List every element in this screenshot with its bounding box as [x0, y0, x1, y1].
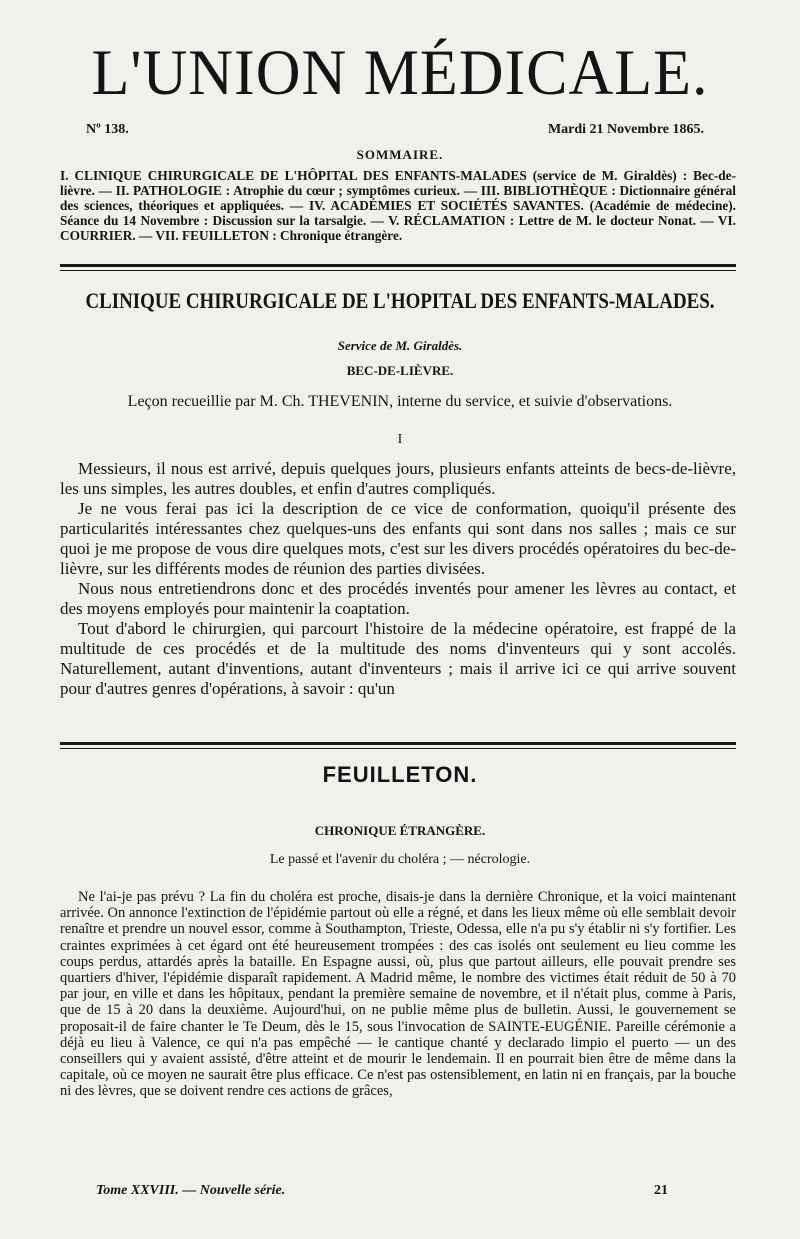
clinic-service: Service de M. Giraldès.: [337, 338, 463, 353]
clinic-roman-numeral: I: [397, 432, 403, 447]
feuilleton-body: [60, 889, 736, 1100]
feuilleton-subject: Le passé et l'avenir du choléra ; — nécrologie.: [269, 852, 531, 867]
clinic-body: [60, 459, 736, 699]
clinic-paragraph-3: Nous nous entretiendrons donc et des procédés inventés pour amener les lèvres au contact, et des moyens employés pour maintenir la coaptation.: [60, 579, 736, 618]
feuilleton-title: FEUILLETON.: [322, 762, 478, 787]
footer-page-number: 21: [654, 1183, 668, 1198]
clinic-title: CLINIQUE CHIRURGICALE DE L'HOPITAL DES ENFANTS-MALADES.: [85, 288, 715, 313]
clinic-byline: Leçon recueillie par M. Ch. THEVENIN, interne du service, et suivie d'observations.: [127, 393, 673, 410]
rule-mid-thin: [60, 748, 736, 749]
clinic-subject: BEC-DE-LIÈVRE.: [346, 363, 454, 378]
issue-date: Mardi 21 Novembre 1865.: [547, 122, 704, 137]
summary-heading: SOMMAIRE.: [356, 147, 444, 162]
clinic-paragraph-2: Je ne vous ferai pas ici la description de ce vice de conformation, quoiqu'il présente des particularités intéressantes chez quelques-uns des enfants qui sont dans nos salles ; mais ce sur quoi je me propose de vous dire quelques mots, c'est sur les divers procédés opératoires du bec-de-lièvre, sur les différents modes de réunion des parties divisées.: [60, 499, 736, 578]
page-footer: [96, 1183, 668, 1199]
feuilleton-paragraph: Ne l'ai-je pas prévu ? La fin du choléra est proche, disais-je dans la dernière Chronique, et la voici maintenant arrivée. On annonce l'extinction de l'épidémie partout où elle a régné, et dans les lieux même où elle semblait devoir renaître et prendre un nouvel essor, comme à Southampton, Trieste, Odessa, elle n'a pu s'y établir ni s'y fortifier. Les craintes exprimées à cet égard ont été heureusement trompées : des cas isolés ont seulement eu lieu comme les coups perdus, attardés après la bataille. En Espagne aussi, où, plus que partout ailleurs, elle pouvait prendre ses quartiers d'hiver, l'épidémie disparaît rapidement. A Madrid même, le nombre des victimes était réduit de 50 à 70 par jour, en ville et dans les hôpitaux, pendant la première semaine de novembre, et il n'était plus, comme à Paris, que de 15 à 20 dans la deuxième. Aujourd'hui, on ne publie même plus de bulletin. Aussi, le gouvernement se proposait-il de faire chanter le Te Deum, dès le 15, sous l'invocation de SAINTE-EUGÉNIE. Pareille cérémonie a déjà eu lieu à Valence, ce qui n'a pas empêché — le cantique chanté y declarado limpio el puerto — un des conseillers qui y avaient assisté, d'être atteint et de mourir le lendemain. Il en pourrait bien être de même dans la capitale, où ce moyen ne saurait être plus efficace. Ce n'est pas ostensiblement, en latin ni en français, par la bouche ni des lèvres, que se doivent rendre ces actions de grâces,: [60, 889, 736, 1100]
masthead-title: L'UNION MÉDICALE.: [91, 37, 709, 109]
rule-top-thick: [60, 264, 736, 267]
footer-volume: Tome XXVIII. — Nouvelle série.: [96, 1183, 286, 1198]
summary-text: I. CLINIQUE CHIRURGICALE DE L'HÔPITAL DES ENFANTS-MALADES (service de M. Giraldès) : Bec-de-lièvre. — II. PATHOLOGIE : Atrophie du cœur ; symptômes curieux. — III. BIBLIOTHÈQUE : Dictionnaire général des sciences, théoriques et appliquées. — IV. ACADÉMIES ET SOCIÉTÉS SAVANTES. (Académie de médecine). Séance du 14 Novembre : Discussion sur la tarsalgie. — V. RÉCLAMATION : Lettre de M. le docteur Nonat. — VI. COURRIER. — VII. FEUILLETON : Chronique étrangère.: [60, 168, 736, 243]
issue-info: [86, 122, 704, 138]
summary-block: [60, 168, 736, 243]
clinic-paragraph-1: Messieurs, il nous est arrivé, depuis quelques jours, plusieurs enfants atteints de becs-de-lièvre, les uns simples, les autres doubles, et enfin d'autres compliqués.: [60, 459, 736, 498]
rule-top-thin: [60, 270, 736, 271]
clinic-paragraph-4: Tout d'abord le chirurgien, qui parcourt l'histoire de la médecine opératoire, est frappé de la multitude de ces procédés et de la multitude des noms d'inventeurs qui y sont accolés. Naturellement, autant d'inventions, autant d'inventeurs ; mais il arrive ici ce qui arrive souvent pour d'autres genres d'opérations, à savoir : qu'un: [60, 619, 736, 698]
feuilleton-subtitle: CHRONIQUE ÉTRANGÈRE.: [314, 823, 486, 838]
issue-number: Nº 138.: [86, 122, 129, 137]
rule-mid-thick: [60, 742, 736, 745]
